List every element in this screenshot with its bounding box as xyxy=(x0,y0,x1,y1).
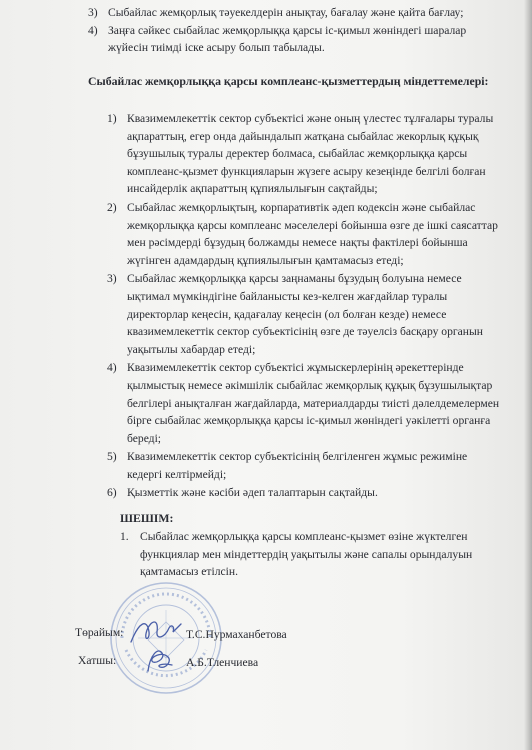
list-item xyxy=(107,359,502,447)
item-number: 4) xyxy=(107,361,117,375)
decision-list xyxy=(120,528,500,581)
list-item xyxy=(107,448,502,483)
list-item xyxy=(107,270,502,358)
top-numbered-list xyxy=(88,4,508,57)
list-item xyxy=(88,4,508,22)
item-number: 3) xyxy=(88,6,98,19)
item-text: Қызметтік және кәсіби әдеп талаптарын сақтайды. xyxy=(127,486,378,500)
list-item xyxy=(107,199,502,269)
item-number: 1. xyxy=(120,530,129,543)
item-text: Квазимемлекеттік сектор субъектісі және оның үлестес тұлғалары туралы ақпараттың, егер онда дайындалып жатқана сыбайлас жекорлық құқық бұзушылық туралы деректер болмаса, сыбайлас жемқорлыққа қарсы комплеанс-қызмет функцияларын жүзеге асыру кезеңінде белгілі болған инсайдерлік ақпараттың құпиялылығын сақтайды; xyxy=(127,112,494,196)
item-text: Заңға сәйкес сыбайлас жемқорлыққа қарсы іс-қимыл жөніндегі шаралар жүйесін тиімді іске асыру болып табылады. xyxy=(108,23,467,55)
list-item xyxy=(120,528,500,581)
list-item xyxy=(107,110,502,198)
item-text: Сыбайлас жемқорлықтың, корпаративтік әдеп кодексін және сыбайлас жемқорлыққа қарсы комплеанс мәселелері бойынша өзге де ішкі саясаттар мен рәсімдерді бұзудың болжамды немесе нақты фактілері бойынша жүгінген адамдардың құпиялылығын қамтамасыз етеді; xyxy=(127,200,498,267)
item-number: 5) xyxy=(107,450,117,464)
item-number: 2) xyxy=(107,200,117,214)
chair-name: Т.С.Нурмаханбетова xyxy=(186,628,287,641)
secretary-label: Хатшы: xyxy=(78,654,117,667)
item-number: 1) xyxy=(107,112,117,125)
secretary-name: А.Б.Тленчиева xyxy=(186,656,259,669)
item-text: Сыбайлас жемқорлық тәуекелдерін анықтау, бағалау және қайта бағлау; xyxy=(108,6,464,19)
item-text: Квазимемлекеттік сектор субъектісі жұмыскерлерінің әрекеттерінде қылмыстық немесе әкімшілік сыбайлас жемқорлық құқық бұзушылықтар белгілері анықталған жағдайларда, материалдарды тиісті дәлелдемелермен бірге сыбайлас жемқорлыққа қарсы іс-қимыл жөніндегі уәкілетті органға береді; xyxy=(127,361,500,445)
duties-heading: Сыбайлас жемқорлыққа қарсы комплеанс-қызметтердың міндеттемелері: xyxy=(88,74,489,88)
item-number: 6) xyxy=(107,486,117,500)
list-item xyxy=(107,484,502,502)
page-edge-shadow xyxy=(524,0,532,750)
chair-label: Төрайым: xyxy=(75,626,124,639)
list-item xyxy=(88,22,508,57)
decision-title: ШЕШІМ: xyxy=(120,511,174,525)
item-text: Квазимемлекеттік сектор субъектісінің белгіленген жұмыс режиміне кедергі келтірмейді; xyxy=(127,450,468,481)
item-text: Сыбайлас жемқорлыққа қарсы комплеанс-қызмет өзіне жүктелген функциялар мен міндеттердің уақытылы және сапалы орындалуын қамтамасыз етілсін. xyxy=(140,530,473,579)
item-number: 4) xyxy=(88,23,98,37)
item-text: Сыбайлас жемқорлыққа қарсы заңнаманы бұзудың болуына немесе ықтимал мүмкіндігіне байланысты кез-келген жағдайлар туралы директорлар кеңесін, қадағалау кеңесін (ол болған кезде) немесе квазимемлекеттік сектор субъектісінің өзге де тәуелсіз басқару органын уақытылы хабардар етеді; xyxy=(127,272,483,356)
secretary-signature-icon xyxy=(140,643,180,677)
duties-list xyxy=(107,110,502,503)
item-number: 3) xyxy=(107,272,117,286)
